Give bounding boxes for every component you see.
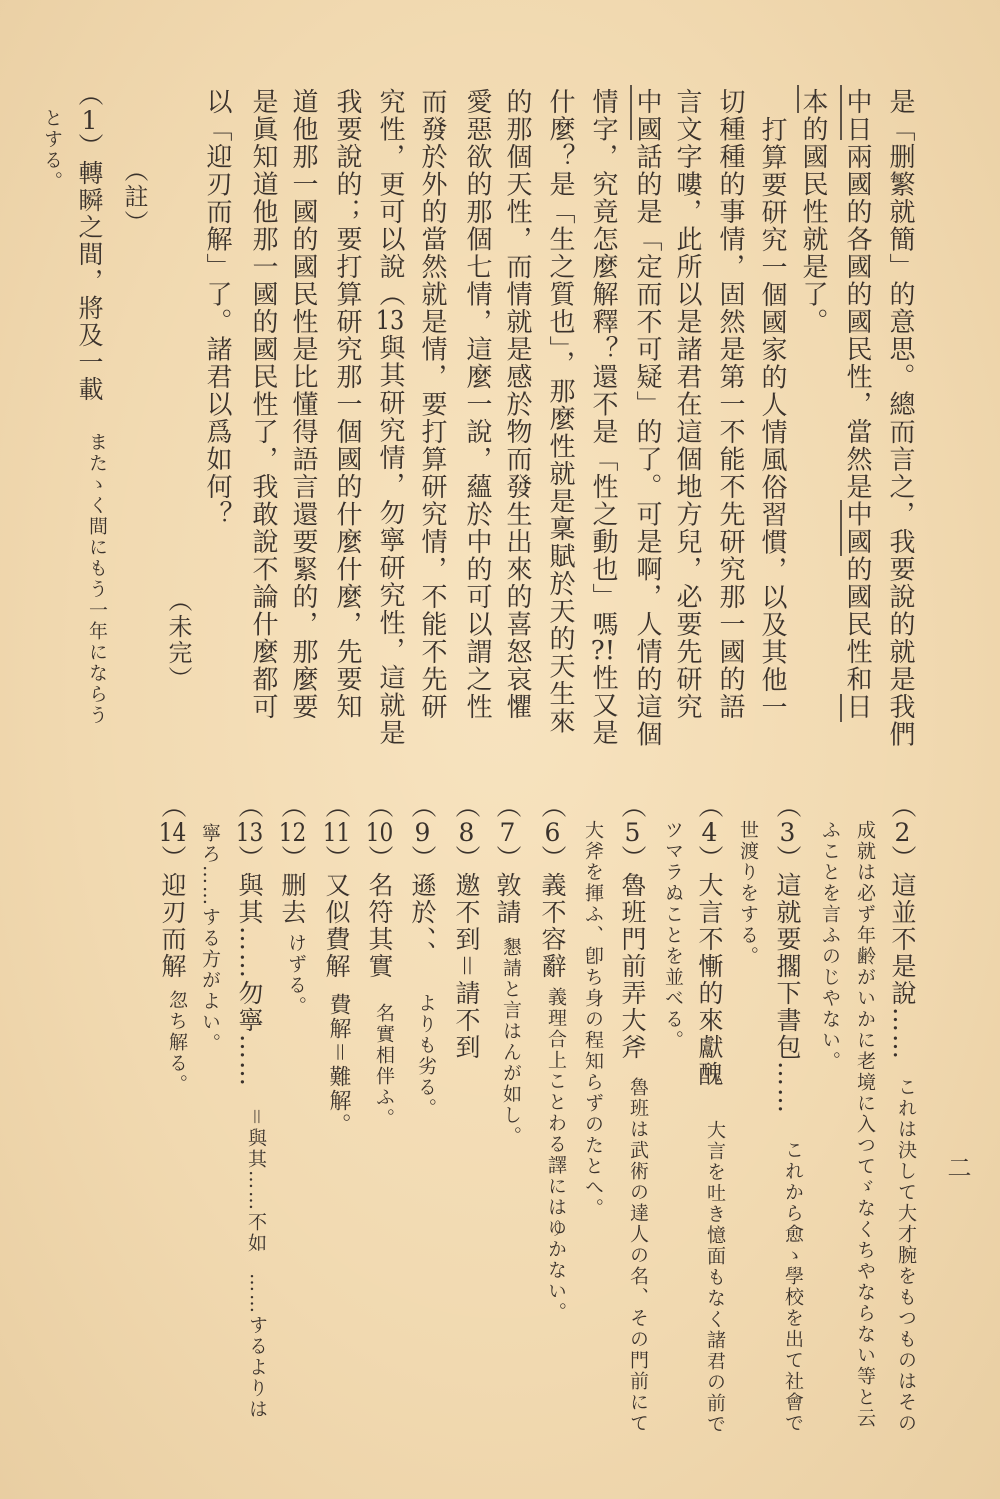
main-text-segment: 究性，更可以說	[375, 88, 405, 281]
note-paren-open: （	[773, 793, 802, 820]
note-term	[620, 793, 645, 1061]
note-number: 12	[278, 820, 307, 845]
note-term-text: 轉瞬之間，將及一載	[75, 160, 104, 403]
note-number: 3	[779, 820, 796, 845]
note-gloss: ……するよりは	[246, 1273, 268, 1420]
note-term-text: 敦請	[493, 872, 522, 926]
note-number: 13	[235, 820, 264, 845]
proper-noun-mark	[840, 500, 842, 556]
note-paren-close: ）	[538, 845, 567, 872]
note-term-text: 義不容辭	[538, 872, 567, 980]
note-number: 9	[414, 820, 431, 845]
note-number: 10	[365, 820, 394, 845]
note-paren-close: ）	[408, 845, 437, 872]
note-gloss: またゝく間にもう一年にならう	[86, 432, 108, 726]
note-number: 2	[894, 820, 911, 845]
note-term	[697, 793, 722, 1088]
note-term-text: 删去	[278, 872, 307, 926]
note-term-text: 迎刃而解	[158, 872, 187, 980]
note-paren-open: （	[408, 793, 437, 820]
note-paren-open: （	[618, 793, 647, 820]
note-gloss: 寧ろ……する方がよい。	[199, 823, 221, 1054]
note-gloss: ＝與其……不如	[245, 1107, 267, 1255]
notes-heading: （註）	[120, 158, 148, 236]
note-gloss: 忽ち解る。	[166, 990, 188, 1095]
note-term	[237, 793, 262, 1088]
interrobang-mark: ?!	[590, 638, 616, 664]
note-gloss: 成就は必ず年齢がいかに老境に入つてゞなくちやならない等と云	[854, 820, 876, 1429]
note-gloss: ツマラぬことを並べる。	[662, 820, 684, 1051]
note-paren-close: ）	[618, 845, 647, 872]
note-paren-close: ）	[773, 845, 802, 872]
note-term	[160, 793, 185, 980]
note-term	[280, 793, 305, 926]
note-paren-open: （	[493, 793, 522, 820]
main-text-column: 我要說的；要打算研究那一個國的什麼什麼，先要知	[332, 88, 362, 721]
note-reference-paren: （	[375, 280, 405, 308]
note-gloss: 義理合上ことわる譯にはゆかない。	[545, 987, 567, 1323]
note-paren-open: （	[278, 793, 307, 820]
note-reference-number: 13	[375, 308, 405, 334]
note-gloss: 大斧を揮ふ、卽ち身の程知らずのたとへ。	[582, 820, 604, 1219]
to-be-continued-mark: （未完）	[164, 588, 192, 692]
note-term-text: 遜於、、	[408, 872, 437, 968]
note-gloss: 大言を吐き憶面もなく諸君の前で	[704, 1120, 726, 1435]
note-gloss: 世渡りをする。	[737, 820, 759, 967]
note-term-text: 這就要擱下書包……	[773, 872, 802, 1115]
note-term	[890, 793, 915, 1061]
note-gloss: ふことを言ふのじやない。	[819, 820, 841, 1072]
proper-noun-mark	[840, 85, 842, 140]
note-paren-open: （	[365, 793, 394, 820]
proper-noun-mark	[630, 85, 632, 140]
note-number: 7	[499, 820, 516, 845]
note-number: 6	[544, 820, 561, 845]
note-paren-open: （	[888, 793, 917, 820]
note-term-text: 邀不到＝請不到	[452, 872, 481, 1062]
main-text-column: 言文字嘍，此所以是諸君在這個地方兒，必要先研究	[672, 88, 702, 721]
note-term	[454, 793, 479, 1061]
note-gloss: 懇請と言はんが如し。	[500, 937, 522, 1147]
note-paren-close: ）	[158, 845, 187, 872]
note-term	[410, 793, 435, 968]
note-paren-open: （	[538, 793, 567, 820]
note-paren-close: ）	[75, 133, 104, 160]
note-paren-close: ）	[888, 845, 917, 872]
proper-noun-mark	[840, 694, 842, 722]
note-gloss: 魯班は武術の達人の名、その門前にて	[627, 1077, 649, 1434]
note-paren-close: ）	[278, 845, 307, 872]
note-term-text: 又似費解	[322, 872, 351, 980]
note-term	[324, 793, 349, 980]
page-number: 二	[943, 1155, 971, 1181]
note-paren-close: ）	[235, 845, 264, 872]
note-paren-close: ）	[452, 845, 481, 872]
note-number: 8	[458, 820, 475, 845]
note-number: 5	[624, 820, 641, 845]
main-text-column: 是眞知道他那一國的國民性了，我敢說不論什麼都可	[248, 88, 278, 721]
main-text-segment: 與其研究情，勿寧研究性，這就是	[375, 334, 405, 747]
note-number: 4	[701, 820, 718, 845]
note-number: 14	[158, 820, 187, 845]
proper-noun-mark	[797, 85, 799, 113]
note-gloss: けずる。	[285, 933, 307, 1017]
note-gloss: これは決して大才腕をもつものはその	[895, 1077, 917, 1434]
main-text-column: 的那個天性，而情就是感於物而發生出來的喜怒哀懼	[502, 88, 532, 721]
note-paren-open: （	[75, 81, 104, 108]
note-paren-close: ）	[365, 845, 394, 872]
main-text-column: 本的國民性就是了。	[798, 88, 828, 336]
note-paren-open: （	[695, 793, 724, 820]
note-paren-open: （	[158, 793, 187, 820]
main-text-column: 切種種的事情，固然是第一不能不先研究那一國的語	[715, 88, 745, 721]
note-gloss: よりも劣る。	[415, 993, 437, 1119]
main-text-column: 而發於外的當然就是情，要打算研究情，不能不先研	[417, 88, 447, 721]
main-text-column	[377, 88, 403, 747]
note-paren-open: （	[235, 793, 264, 820]
main-text-column: 道他那一國的國民性是比懂得語言還要緊的，那麼要	[288, 88, 318, 721]
note-term-text: 與其……勿寧……	[235, 872, 264, 1088]
main-text-column: 愛惡欲的那個七情，這麼一說，蘊於中的可以謂之性	[462, 88, 492, 721]
main-text-column	[590, 88, 616, 747]
note-term-text: 魯班門前弄大斧	[618, 872, 647, 1061]
note-paren-open: （	[322, 793, 351, 820]
note-term	[77, 81, 102, 403]
main-text-segment: 情字，究竟怎麼解釋？還不是「性之動也」嗎	[588, 88, 618, 638]
main-text-column: 打算要研究一個國家的人情風俗習慣，以及其他一	[757, 116, 787, 721]
main-text-column: 以「迎刃而解」了。諸君以爲如何？	[202, 88, 232, 528]
main-text-column: 中日兩國的各國的國民性，當然是中國的國民性和日	[842, 88, 872, 721]
note-term-text: 這並不是說……	[888, 872, 917, 1061]
note-gloss: とする。	[41, 108, 63, 192]
note-paren-close: ）	[695, 845, 724, 872]
note-number: 1	[81, 108, 98, 133]
main-text-segment: 性又是	[588, 664, 618, 747]
note-term	[540, 793, 565, 980]
note-gloss: これから愈ゝ學校を出て社會で	[782, 1140, 804, 1434]
note-paren-close: ）	[493, 845, 522, 872]
note-paren-open: （	[452, 793, 481, 820]
note-gloss: 名實相伴ふ。	[373, 1003, 395, 1129]
note-number: 11	[322, 820, 351, 845]
note-gloss: 費解＝難解。	[326, 993, 351, 1138]
note-term-text: 大言不慚的來獻醜	[695, 872, 724, 1088]
note-term-text: 名符其實	[365, 872, 394, 980]
note-term	[495, 793, 520, 926]
main-text-column: 是「删繁就簡」的意思。總而言之，我要說的就是我們	[885, 88, 915, 748]
main-text-column: 什麼？是「生之質也」，那麼性就是稟賦於天的天生來	[545, 88, 575, 735]
note-term	[775, 793, 800, 1115]
note-term	[367, 793, 392, 980]
note-paren-close: ）	[322, 845, 351, 872]
main-text-column: 中國話的是「定而不可疑」的了。可是啊，人情的這個	[632, 88, 662, 748]
